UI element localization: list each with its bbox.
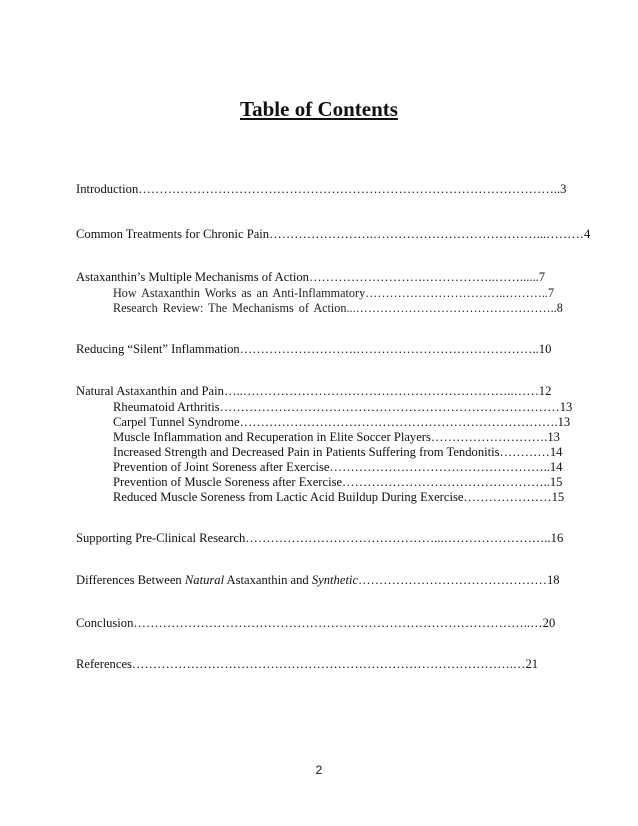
toc-subentry-carpel-tunnel: Carpel Tunnel Syndrome………………………………………………………………….13 bbox=[113, 415, 571, 429]
entry-italic-synthetic: Synthetic bbox=[311, 573, 359, 587]
toc-subentry-tendonitis: Increased Strength and Decreased Pain in Patients Suffering from Tendonitis…………14 bbox=[113, 445, 563, 459]
toc-entry-natural-vs-synthetic bbox=[76, 572, 560, 588]
toc-entry-mechanisms: Astaxanthin’s Multiple Mechanisms of Action……………………….……………..……......7 bbox=[76, 270, 546, 284]
toc-entry-silent-inflammation: Reducing “Silent” Inflammation……………………….……………………………………..10 bbox=[76, 342, 552, 356]
toc-entry-introduction: Introduction………………………………………………………………………………………..3 bbox=[76, 182, 567, 196]
entry-text-middle: Astaxanthin and bbox=[224, 573, 312, 587]
toc-subentry-soccer-players: Muscle Inflammation and Recuperation in Elite Soccer Players……………………….13 bbox=[113, 430, 560, 444]
page-number: 2 bbox=[315, 763, 323, 777]
toc-subentry-rheumatoid-arthritis: Rheumatoid Arthritis………………………………………………………………………13 bbox=[113, 400, 573, 414]
toc-subentry-joint-soreness: Prevention of Joint Soreness after Exercise……………………………………………..14 bbox=[113, 460, 563, 474]
toc-subentry-muscle-soreness: Prevention of Muscle Soreness after Exercise…………………………………………..15 bbox=[113, 475, 563, 489]
entry-italic-natural: Natural bbox=[184, 573, 225, 587]
toc-entry-conclusion: Conclusion…………………………………………………………………………………..…20 bbox=[76, 616, 556, 630]
toc-entry-references: References……………………………………………………………………………….…21 bbox=[76, 657, 539, 671]
toc-subentry-lactic-acid: Reduced Muscle Soreness from Lactic Acid Buildup During Exercise…………………15 bbox=[113, 490, 565, 504]
toc-entry-common-treatments: Common Treatments for Chronic Pain…………………….…………………………………...………4 bbox=[76, 227, 591, 241]
entry-text-end: ………………………………………18 bbox=[358, 573, 560, 587]
toc-entry-astaxanthin-pain: Natural Astaxanthin and Pain…..………………………………………………………..……12 bbox=[76, 384, 552, 398]
toc-entry-pre-clinical: Supporting Pre-Clinical Research………………………………………...……………………..16 bbox=[76, 531, 564, 545]
toc-subentry-anti-inflammatory: How Astaxanthin Works as an Anti-Inflammatory……………………………..………..7 bbox=[113, 286, 555, 300]
page-title: Table of Contents bbox=[240, 97, 398, 121]
entry-text-start: Differences Between bbox=[76, 573, 185, 587]
toc-subentry-research-review: Research Review: The Mechanisms of Action...…………………………………………..8 bbox=[113, 301, 563, 315]
